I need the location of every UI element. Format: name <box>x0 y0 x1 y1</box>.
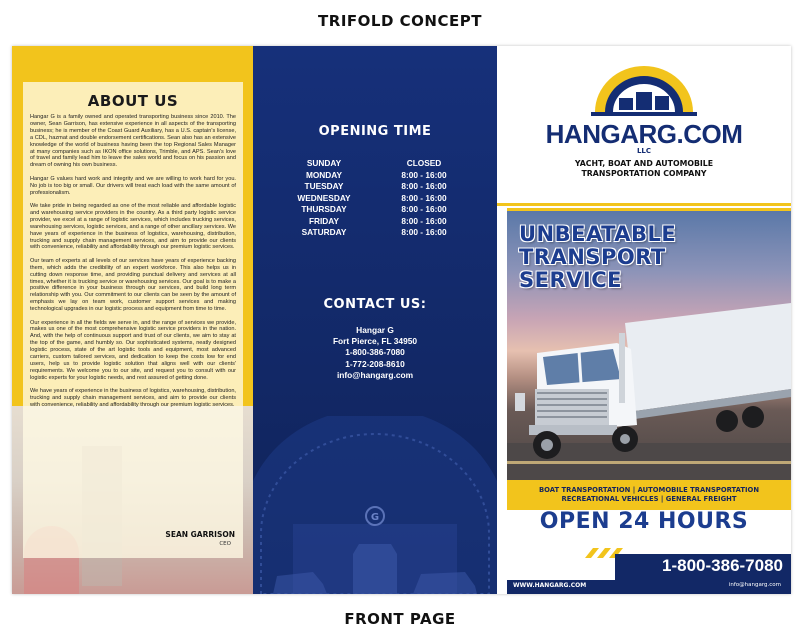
services-line: RECREATIONAL VEHICLES | GENERAL FREIGHT <box>561 495 737 503</box>
about-paragraph: We have years of experience in the business of logistics, warehousing, distribution, trucking and supply chain management services, and aim to provide our clients with convenience, reliability and affordability through our premium logistic services. <box>30 388 236 409</box>
tagline-line: TRANSPORTATION COMPANY <box>581 169 707 178</box>
contact-address: Fort Pierce, FL 34950 <box>332 336 418 347</box>
cover-panel <box>497 46 791 594</box>
hours-row <box>283 204 483 216</box>
services-line: BOAT TRANSPORTATION | AUTOMOBILE TRANSPORTATION <box>538 486 760 494</box>
hangar-logo-letter: G <box>370 512 380 523</box>
contact-title: CONTACT US: <box>323 297 427 312</box>
hours-time: 8:00 - 16:00 <box>401 227 447 237</box>
hours-day: THURSDAY <box>301 204 347 214</box>
hours-row <box>283 181 483 193</box>
hours-row <box>283 193 483 205</box>
contact-phone-alt: 1-772-208-8610 <box>345 358 405 369</box>
hours-row <box>283 158 483 170</box>
hours-time: CLOSED <box>406 158 442 168</box>
about-paragraph: Hangar G is a family owned and operated transporting business since 2010. The owner, Sean Garrison, has extensive experience in all aspects of the transporting business; he is member of the Coast Guard Auxiliary, has a U.S. captain's license, a CDL, hazmat and double endorsement certifications. Sean also has an extensive knowledge of the world of business having been the top Regional Sales Manager at many companies such as IKON office solutions, Trimble, and APS. Sean's love of travel and family lead him to leave the sales world and focus on his passion and dream of owning his own business. <box>30 114 236 169</box>
hours-day: FRIDAY <box>308 215 340 226</box>
about-paragraph: Our team of experts at all levels of our services have years of experience backing them, which adds the credibility of an expert workforce. This also helps us in cutting down response time, and providing punctual delivery and services at all times, whether it is trucking service or warehousing services. Our goal is to make a positive difference in your business through our services, and build long term relationship with you. Our commitment to our clients can be seen by the amount of emphasis we lay on team work, customer support services and making technological upgrades in our logistic process and equipment from time to time. <box>30 257 236 313</box>
about-body <box>30 114 236 415</box>
truck-icon <box>507 293 791 483</box>
contact-email: info@hangarg.com <box>336 369 414 380</box>
open-hours-banner: OPEN 24 HOURS <box>539 509 749 534</box>
services-band <box>507 480 791 510</box>
hours-day: SUNDAY <box>306 158 342 168</box>
hangar-illustration <box>253 416 497 594</box>
cover-phone: 1-800-386-7080 <box>662 556 783 575</box>
about-paragraph: Our experience in all the fields we serve in, and the range of services we provide, makes us one of the most comprehensive logistic service providers in the nation. And, with the help of continuous support and trust of our clients, we aim to stay at the top of the game, and humbly so. Our sophisticated systems, neatly designed logistic process, state of the art logistic tools and equipment, most advanced carriers, custom tailored services, and dedication to keep the costs low for end users, help us to provide logistic solution that aligns well with our clients' requirements. We welcome you to our site, and request you to consult with our logistic experts for your logistic needs, and rest assured of getting done. <box>30 319 236 381</box>
footer-email: info@hangarg.com <box>728 582 781 588</box>
tagline <box>497 159 791 179</box>
signature-name: SEAN GARRISON <box>165 530 235 539</box>
hours-table <box>283 158 483 239</box>
about-title: ABOUT US <box>87 92 179 110</box>
hours-day: WEDNESDAY <box>297 192 351 203</box>
brand-name: HANGARG.COM <box>545 119 743 149</box>
hours-day: SATURDAY <box>301 227 347 237</box>
hero-stripe <box>497 203 791 206</box>
logo-icon <box>589 58 699 120</box>
contact-name: Hangar G <box>356 325 394 335</box>
hours-time: 8:00 - 16:00 <box>401 181 447 191</box>
about-paragraph: We take pride in being regarded as one of the most reliable and affordable logistic and warehousing service providers in the country. As a third party logistic service provider, we excel at a range of logistic services, which includes trucking services, warehousing services, logistic services, and a range of other ancillary services. We have years of experience in the business of logistics, warehousing, distribution, trucking and supply chain management services, and aim to provide our clients with convenience, reliability and affordability through our premium logistic services. <box>30 202 236 251</box>
headline-line: UNBEATABLE <box>519 222 677 246</box>
headline-line: TRANSPORT <box>519 245 666 269</box>
signature-title: CEO <box>219 541 231 547</box>
hours-row <box>283 216 483 228</box>
hours-row <box>283 227 483 239</box>
hours-time: 8:00 - 16:00 <box>401 215 447 226</box>
footer-website: WWW.HANGARG.COM <box>513 582 587 589</box>
hours-time: 8:00 - 16:00 <box>401 192 447 203</box>
info-panel <box>253 46 497 594</box>
hours-row <box>283 170 483 182</box>
headline-line: SERVICE <box>519 268 622 292</box>
brand-llc: LLC <box>636 147 652 155</box>
hours-day: MONDAY <box>305 169 343 180</box>
hours-day: TUESDAY <box>304 181 344 191</box>
hours-time: 8:00 - 16:00 <box>401 169 447 180</box>
contact-block <box>253 325 497 381</box>
trifold-brochure <box>12 46 791 594</box>
contact-phone: 1-800-386-7080 <box>345 347 405 358</box>
tagline-line: YACHT, BOAT AND AUTOMOBILE <box>574 159 714 168</box>
about-panel <box>12 46 253 594</box>
top-caption: TRIFOLD CONCEPT <box>318 12 482 30</box>
opening-title: OPENING TIME <box>318 124 432 139</box>
about-paragraph: Hangar G values hard work and integrity and we are willing to work hard for you. No job is too big or small. Our drivers will treat each load with the same amount of professionalism. <box>30 175 236 196</box>
bottom-caption: FRONT PAGE <box>344 610 456 628</box>
about-card <box>23 82 243 558</box>
headline <box>519 223 676 292</box>
hero-image <box>507 208 791 480</box>
hours-time: 8:00 - 16:00 <box>401 204 447 214</box>
